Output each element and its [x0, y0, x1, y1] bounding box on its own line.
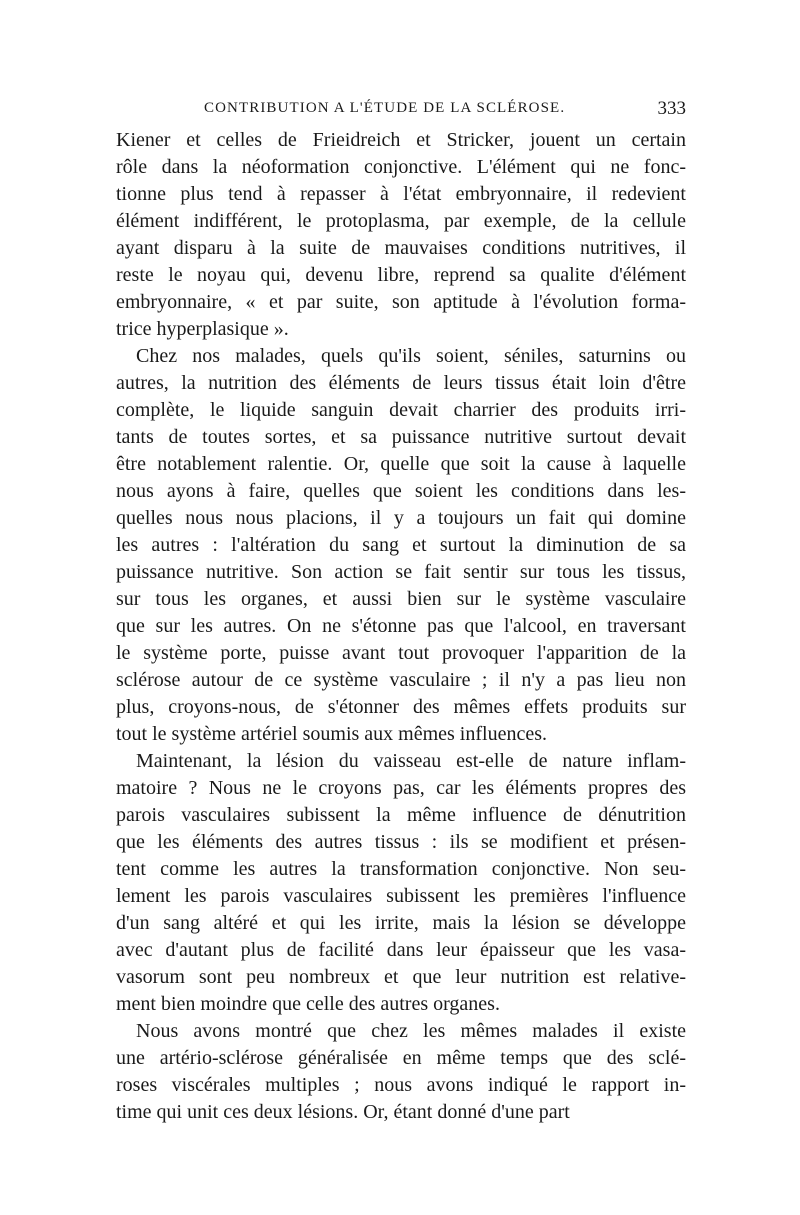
running-title: CONTRIBUTION A L'ÉTUDE DE LA SCLÉROSE. [204, 100, 566, 116]
text-line: que sur les autres. On ne s'étonne pas que l'alcool, en traversant [116, 615, 686, 637]
body-text [116, 127, 686, 1126]
text-line: Nous avons montré que chez les mêmes malades il existe [136, 1020, 686, 1042]
text-line: être notablement ralentie. Or, quelle que soit la cause à laquelle [116, 453, 686, 475]
page-number: 333 [657, 98, 686, 119]
text-line: Kiener et celles de Frieidreich et Stricker, jouent un certain [116, 129, 686, 151]
text-line: tionne plus tend à repasser à l'état embryonnaire, il redevient [116, 183, 686, 205]
text-line: nous ayons à faire, quelles que soient les conditions dans les- [116, 480, 686, 502]
text-line: vasorum sont peu nombreux et que leur nutrition est relative- [116, 966, 686, 988]
text-line: sclérose autour de ce système vasculaire ; il n'y a pas lieu non [116, 669, 686, 691]
text-line: embryonnaire, « et par suite, son aptitude à l'évolution forma- [116, 291, 686, 313]
text-line: sur tous les organes, et aussi bien sur le système vasculaire [116, 588, 686, 610]
text-line: parois vasculaires subissent la même influence de dénutrition [116, 804, 686, 826]
text-line: puissance nutritive. Son action se fait sentir sur tous les tissus, [116, 561, 686, 583]
text-line: rôle dans la néoformation conjonctive. L'élément qui ne fonc- [116, 156, 686, 178]
text-line: Maintenant, la lésion du vaisseau est-elle de nature inflam- [136, 750, 686, 772]
text-line: lement les parois vasculaires subissent les premières l'influence [116, 885, 686, 907]
text-line: ment bien moindre que celle des autres organes. [116, 993, 500, 1015]
paragraph [116, 343, 686, 748]
paragraph [116, 1018, 686, 1126]
text-line: plus, croyons-nous, de s'étonner des mêmes effets produits sur [116, 696, 686, 718]
text-line: élément indifférent, le protoplasma, par exemple, de la cellule [116, 210, 686, 232]
text-line: autres, la nutrition des éléments de leurs tissus était loin d'être [116, 372, 686, 394]
text-line: reste le noyau qui, devenu libre, reprend sa qualite d'élément [116, 264, 686, 286]
text-line: time qui unit ces deux lésions. Or, étant donné d'une part [116, 1101, 570, 1123]
paragraph [116, 127, 686, 343]
text-line: ayant disparu à la suite de mauvaises conditions nutritives, il [116, 237, 686, 259]
text-line: tout le système artériel soumis aux mêmes influences. [116, 723, 547, 745]
text-line: une artério-sclérose généralisée en même temps que des sclé- [116, 1047, 686, 1069]
text-line: tants de toutes sortes, et sa puissance nutritive surtout devait [116, 426, 686, 448]
text-line: le système porte, puisse avant tout provoquer l'apparition de la [116, 642, 686, 664]
text-line: les autres : l'altération du sang et surtout la diminution de sa [116, 534, 686, 556]
text-line: d'un sang altéré et qui les irrite, mais la lésion se développe [116, 912, 686, 934]
text-line: complète, le liquide sanguin devait charrier des produits irri- [116, 399, 686, 421]
text-line: que les éléments des autres tissus : ils se modifient et présen- [116, 831, 686, 853]
text-line: matoire ? Nous ne le croyons pas, car les éléments propres des [116, 777, 686, 799]
paragraph [116, 748, 686, 1018]
text-line: quelles nous nous placions, il y a toujours un fait qui domine [116, 507, 686, 529]
text-line: roses viscérales multiples ; nous avons indiqué le rapport in- [116, 1074, 686, 1096]
running-head [116, 100, 686, 126]
text-line: Chez nos malades, quels qu'ils soient, séniles, saturnins ou [136, 345, 686, 367]
text-line: trice hyperplasique ». [116, 318, 289, 340]
text-line: avec d'autant plus de facilité dans leur épaisseur que les vasa- [116, 939, 686, 961]
text-line: tent comme les autres la transformation conjonctive. Non seu- [116, 858, 686, 880]
